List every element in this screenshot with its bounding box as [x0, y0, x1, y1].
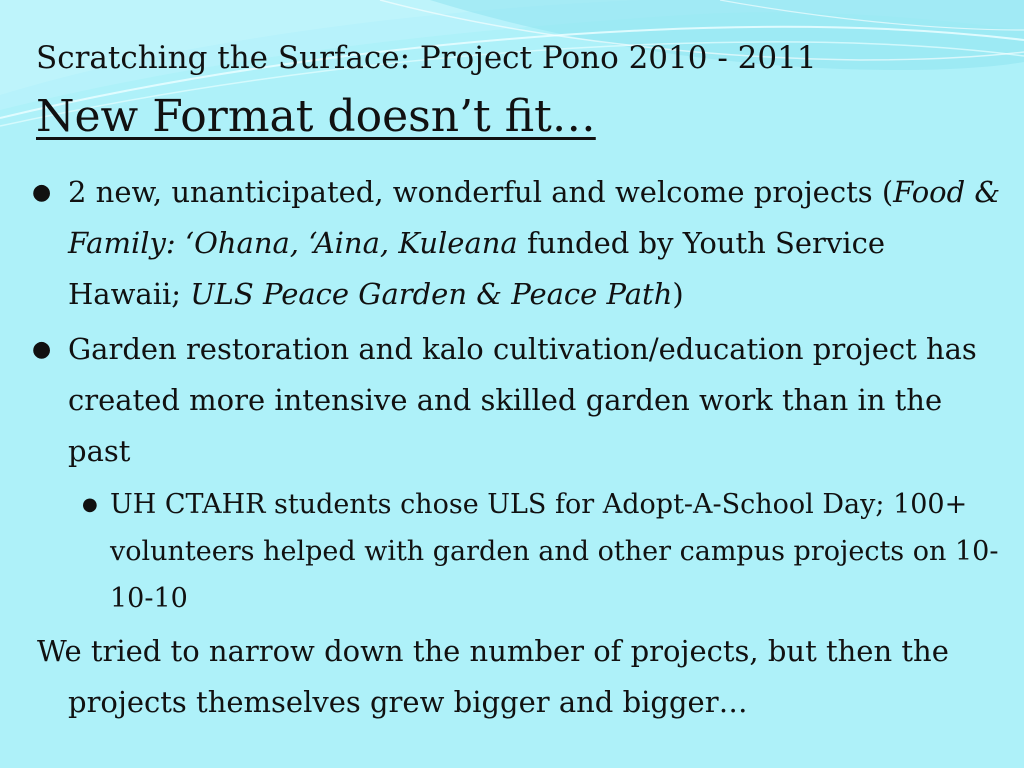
- bullet-text: ): [672, 277, 684, 311]
- sub-bullet-text: UH CTAHR students chose ULS for Adopt-A-School Day; 100+ volunteers helped with garden and other campus projects on 10-10-10: [110, 489, 999, 614]
- project-name-italic: Food & Family: ‘Ohana, ‘Aina, Kuleana: [68, 175, 1001, 260]
- bullet-text: Garden restoration and kalo cultivation/education project has created more intensive and skilled garden work than in the past: [68, 332, 977, 468]
- slide-title: New Format doesn’t fit…: [36, 91, 596, 142]
- bullet-dot-icon: ●: [82, 494, 98, 515]
- bullet-item-new-projects: [28, 167, 1003, 320]
- bullet-item-garden-restoration: [28, 324, 1003, 477]
- closing-statement: We tried to narrow down the number of projects, but then the projects themselves grew bigger and bigger…: [37, 634, 949, 719]
- slide-subtitle: Scratching the Surface: Project Pono 2010 - 2011: [36, 40, 817, 76]
- bullet-text: 2 new, unanticipated, wonderful and welcome projects (: [68, 175, 894, 209]
- bullet-dot-icon: ●: [32, 337, 52, 362]
- project-name-italic: ULS Peace Garden & Peace Path: [190, 277, 673, 311]
- bullet-text: funded by Youth Service Hawaii;: [68, 226, 885, 311]
- bullet-dot-icon: ●: [32, 180, 52, 205]
- slide-body: [28, 167, 1003, 728]
- sub-bullet-item-ctahr: [28, 481, 1003, 622]
